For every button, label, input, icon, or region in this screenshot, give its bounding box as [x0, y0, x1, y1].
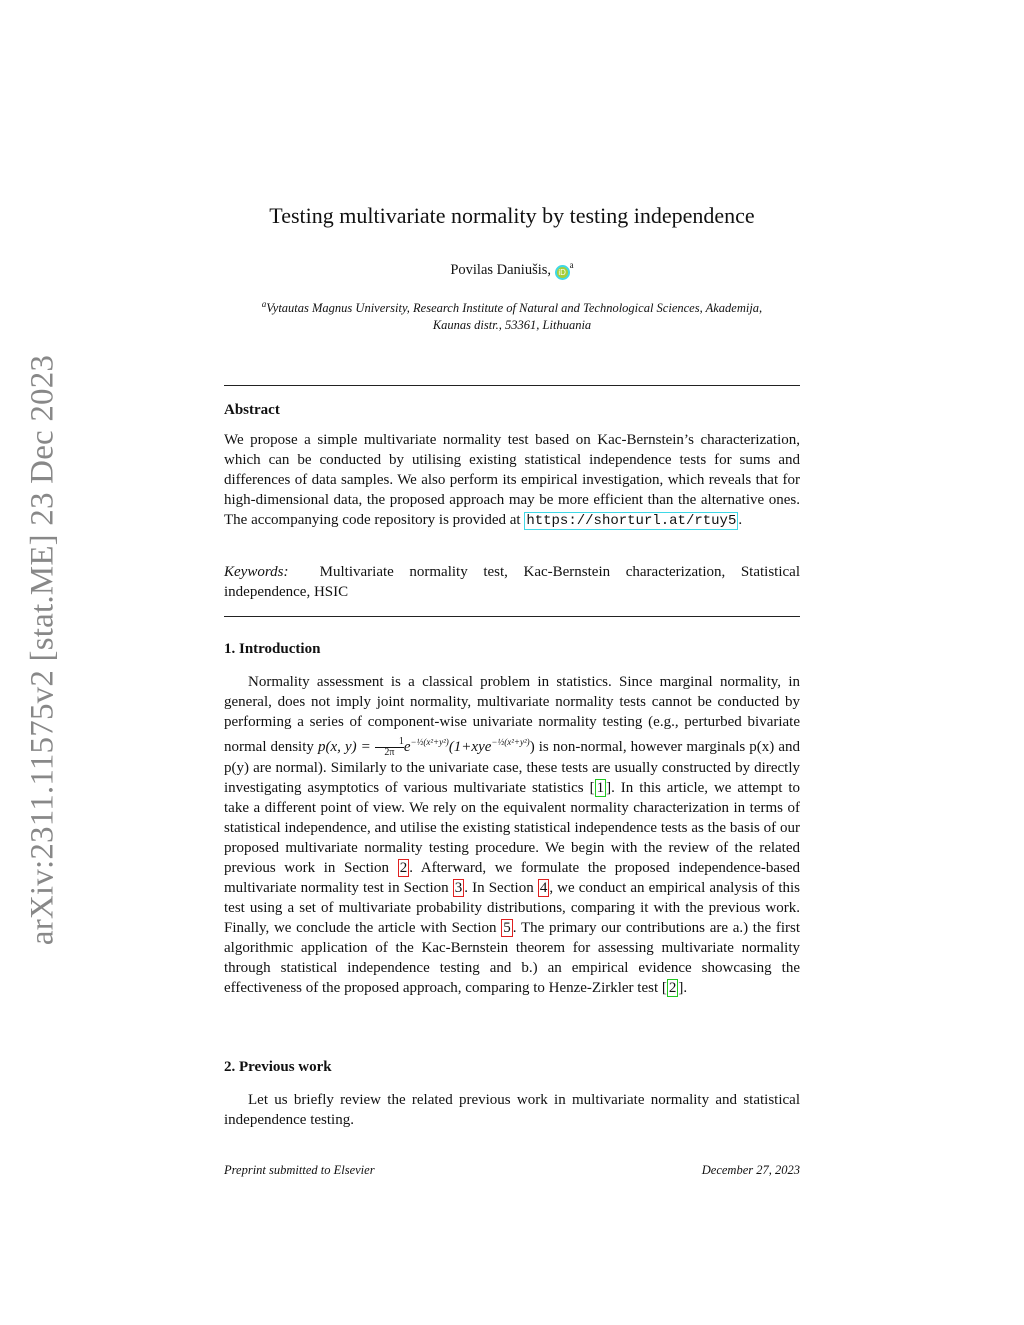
intro-text-1: Normality assessment is a classical problem in statistics. Since marginal normality, in general, does not imply joint normality, multivariate normality tests cannot be conducted by performing a series of component-wise univariate normality testing (e.g., perturbed bivariate normal density [224, 674, 800, 755]
intro-text-5: . In Section [464, 880, 534, 897]
frac-numerator: 1 [375, 737, 404, 748]
section-link-4[interactable]: 4 [539, 880, 548, 897]
footer-preprint-note: Preprint submitted to Elsevier [224, 1163, 375, 1177]
affiliation [224, 296, 800, 334]
abstract-body: We propose a simple multivariate normality test based on Kac-Bernstein’s characterization, which can be conducted by utilising existing statistical independence tests for sums and differences of data samples. We also perform its empirical investigation, which reveals that for high-dimensional data, the proposed approach may be more efficient than the alternative ones. The accompanying code repository is provided at [224, 432, 800, 528]
orcid-icon[interactable]: iD [555, 265, 570, 280]
abstract-period: . [738, 512, 743, 528]
affil-marker: a [261, 299, 267, 309]
code-repo-link[interactable]: https://shorturl.at/rtuy5 [526, 513, 737, 529]
section-link-5[interactable]: 5 [503, 920, 511, 937]
abstract-top-rule [224, 385, 800, 386]
abstract-bottom-rule [224, 616, 800, 617]
math-exponent: −½(x²+y²) [410, 737, 449, 747]
intro-text-6: , we conduct an empirical analysis of this test using a set of multivariate probability distributions, comparing it with the previous work. Finally, we conclude the article with Section [224, 880, 801, 937]
intro-text-7: . The primary our contributions are a.) the first algorithmic application of the Kac-Bernstein theorem for assessing multivariate normality through statistical independence testing and b.) an empirical evidence showcasing the effectiveness of the proposed approach, comparing to Henze-Zirkler test [224, 920, 800, 997]
abstract-text [224, 430, 800, 531]
author-affil-marker: a [569, 260, 574, 270]
math-close: ) [529, 739, 535, 755]
author-name: Povilas Daniušis, [450, 261, 552, 278]
intro-text-4: . Afterward, we formulate the proposed independence-based multivariate normality test in Section [224, 860, 800, 897]
math-exponent-2: −½(x²+y²) [491, 737, 530, 747]
arxiv-stamp [0, 0, 60, 1325]
frac-denominator: 2π [384, 747, 395, 759]
intro-text-2: is non-normal, however marginals p(x) and p(y) are normal). Similarly to the univariate case, these tests are usually constructed by directly investigating asymptotics of various multivariate statistics [224, 739, 801, 797]
paper-title: Testing multivariate normality by testing independence [269, 203, 755, 228]
footer-date: December 27, 2023 [701, 1163, 800, 1177]
keywords [224, 562, 800, 602]
citation-link-1[interactable]: 1 [596, 780, 605, 797]
keywords-text: Multivariate normality test, Kac-Bernstein characterization, Statistical independence, HSIC [224, 564, 800, 600]
math-fraction [375, 737, 404, 758]
affil-line2: Kaunas distr., 53361, Lithuania [432, 318, 592, 333]
intro-text-3: . In this article, we attempt to take a different point of view. We rely on the equivalent normality characterization in terms of statistical independence, and utilise the existing statistical independence tests as the basis of our proposed multivariate normality testing procedure. We begin with the review of the related previous work in Section [224, 780, 800, 877]
affil-line1: Vytautas Magnus University, Research Institute of Natural and Technological Sciences, Akademija, [266, 301, 763, 316]
citation-link-2[interactable]: 2 [668, 980, 677, 997]
math-mid: (1+xye [448, 739, 492, 755]
abstract-heading: Abstract [224, 402, 280, 418]
keywords-label: Keywords: [224, 564, 289, 580]
introduction-paragraph: Normality assessment is a classical problem in statistics. Since marginal normality, in general, does not imply joint normality, multivariate normality tests cannot be conducted by performing a series of component-wise univariate normality testing (e.g., perturbed bivariate normal density p(x, y) = $\frac{1}{2\pi}e^{-\frac{1}{2}(x^2+y^2)}(1+xye^{-\frac{1}{2}(x^2+y^2)})$ is non-normal, however marginals p(x) and p(y) are normal). Similarly to the univariate case, these tests are usually constructed by directly investigating asymptotics of various multivariate statistics [ 1 ]. In this article, we attempt to take a different point of view. We rely on the equivalent normality characterization in terms of statistical independence, and utilise the existing statistical independence tests as the basis of our proposed multivariate normality testing procedure. We begin with the review of the related previous work in Section 2 . Afterward, we formulate the proposed independence-based multivariate normality test in Section 3 . In Section 4 , we conduct an empirical analysis of this test using a set of multivariate probability distributions, comparing it with the previous work. Finally, we conclude the article with Section 5 . The primary our contributions are a.) the first algorithmic application of the Kac-Bernstein theorem for assessing multivariate normality through statistical independence testing and b.) an empirical evidence showcasing the effectiveness of the proposed approach, comparing to Henze-Zirkler test [ 2 ]. [224, 674, 801, 997]
math-e: e [403, 739, 411, 755]
arxiv-id: arXiv:2311.11575v2 [stat.ME] 23 Dec 2023 [24, 354, 61, 946]
section-link-3[interactable]: 3 [454, 880, 463, 897]
previous-work-paragraph: Let us briefly review the related previous work in multivariate normality and statistical independence testing. [224, 1092, 800, 1128]
section-link-2[interactable]: 2 [399, 860, 408, 877]
section-heading-previous-work: 2. Previous work [224, 1059, 332, 1075]
math-lhs: p(x, y) = [317, 739, 375, 755]
section-heading-introduction: 1. Introduction [224, 641, 321, 657]
intro-text-8: . [683, 980, 688, 997]
author-line [224, 260, 800, 280]
